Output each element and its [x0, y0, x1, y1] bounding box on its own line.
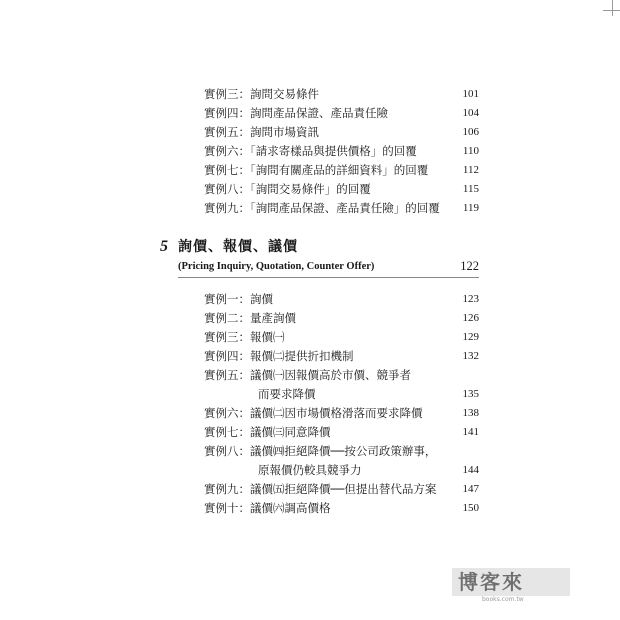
toc-entry[interactable] [204, 199, 479, 217]
toc-entry-page: 119 [462, 202, 479, 214]
chapter-subtitle: (Pricing Inquiry, Quotation, Counter Offer) [178, 261, 375, 272]
toc-entry-page: 115 [462, 183, 479, 195]
toc-entry-page: 129 [462, 331, 479, 343]
books-watermark [452, 568, 570, 608]
toc-entry-continuation[interactable] [204, 461, 479, 479]
toc-entry-label: 實例四：詢問產品保證、產品責任險 [204, 106, 388, 120]
toc-entry-label: 實例四：報價㈡提供折扣機制 [204, 349, 354, 363]
toc-entry-label: 實例七：議價㈢同意降價 [204, 425, 331, 439]
toc-entry-page: 147 [462, 483, 479, 495]
toc-entry-page: 123 [462, 293, 479, 305]
toc-entry-label: 實例五：詢問市場資訊 [204, 125, 319, 139]
toc-entry[interactable] [204, 423, 479, 441]
toc-entry[interactable] [204, 499, 479, 517]
crop-mark-vertical [612, 0, 613, 16]
toc-entry-page: 106 [462, 126, 479, 138]
toc-entry-page: 135 [462, 388, 479, 400]
chapter-page-number: 122 [460, 259, 479, 273]
toc-entry[interactable] [204, 290, 479, 308]
toc-entry-page: 141 [462, 426, 479, 438]
toc-entry-page: 110 [462, 145, 479, 157]
toc-entry-page: 112 [462, 164, 479, 176]
toc-entry-label: 實例八：議價㈣拒絕降價──按公司政策辦事， [204, 444, 437, 458]
toc-entry[interactable] [204, 309, 479, 327]
toc-entry[interactable] [204, 180, 479, 198]
toc-entry-page: 101 [462, 88, 479, 100]
toc-entry[interactable] [204, 328, 479, 346]
toc-entry-page: 144 [462, 464, 479, 476]
chapter-number: 5 [160, 238, 168, 255]
toc-entry[interactable] [204, 85, 479, 103]
toc-entry-label: 實例五：議價㈠因報價高於市價、競爭者 [204, 368, 411, 382]
toc-entry[interactable] [204, 161, 479, 179]
toc-entry-page: 126 [462, 312, 479, 324]
toc-entry[interactable] [204, 142, 479, 160]
chapter-heading[interactable] [160, 236, 298, 256]
toc-entry[interactable] [204, 347, 479, 365]
toc-entry-label: 實例十：議價㈥調高價格 [204, 501, 331, 515]
toc-entry-page: 104 [462, 107, 479, 119]
watermark-logo-text: 博客來 [458, 570, 524, 594]
watermark-url: books.com.tw [482, 596, 524, 603]
toc-entry-label: 實例六：議價㈡因市場價格滑落而要求降價 [204, 406, 423, 420]
toc-entry-label: 實例三：報價㈠ [204, 330, 285, 344]
toc-entry-label: 實例九：議價㈤拒絕降價──但提出替代品方案 [204, 482, 437, 496]
chapter-title: 詢價、報價、議價 [178, 239, 298, 255]
toc-entry-continuation-label: 而要求降價 [258, 387, 316, 401]
toc-entry-label: 實例三：詢問交易條件 [204, 87, 319, 101]
toc-entry-continuation[interactable] [204, 385, 479, 403]
toc-entry-label: 實例七：「詢問有關產品的詳細資料」的回覆 [204, 163, 429, 177]
toc-entry-page: 150 [462, 502, 479, 514]
toc-entry[interactable] [204, 366, 479, 384]
crop-mark-horizontal [603, 10, 620, 11]
toc-entry-label: 實例八：「詢問交易條件」的回覆 [204, 182, 371, 196]
toc-entry-page: 138 [462, 407, 479, 419]
toc-entry-label: 實例九：「詢問產品保證、產品責任險」的回覆 [204, 201, 440, 215]
toc-entry[interactable] [204, 123, 479, 141]
toc-entry[interactable] [204, 480, 479, 498]
toc-entry-label: 實例二：量產詢價 [204, 311, 296, 325]
toc-entry-label: 實例六：「請求寄樣品與提供價格」的回覆 [204, 144, 417, 158]
toc-entry-continuation-label: 原報價仍較具競爭力 [258, 463, 362, 477]
toc-entry[interactable] [204, 442, 479, 460]
toc-entry-page: 132 [462, 350, 479, 362]
toc-entry-label: 實例一：詢價 [204, 292, 273, 306]
toc-entry[interactable] [204, 404, 479, 422]
toc-entry[interactable] [204, 104, 479, 122]
chapter-divider [178, 277, 479, 278]
